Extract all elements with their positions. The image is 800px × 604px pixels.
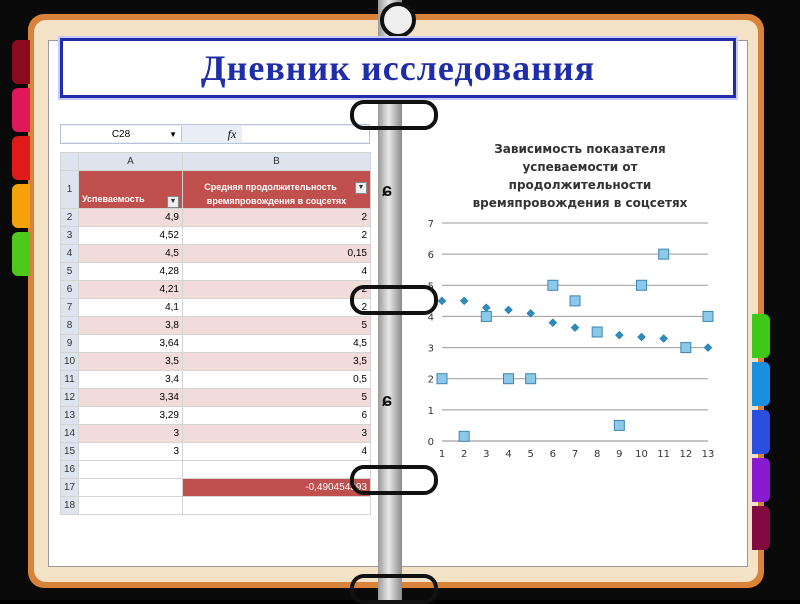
tab-blue-2[interactable]: [752, 410, 770, 454]
table-row: [61, 209, 371, 227]
x-tick-label: 13: [701, 449, 715, 460]
dropdown-arrow-icon[interactable]: ▼: [169, 129, 177, 139]
x-tick-label: 7: [571, 449, 579, 460]
cell-b[interactable]: 2: [183, 299, 371, 317]
y-tick-label: 5: [427, 281, 434, 293]
row-number[interactable]: 6: [61, 281, 79, 299]
table-row: [61, 227, 371, 245]
cell-b[interactable]: [183, 497, 371, 515]
cell-b[interactable]: 2: [183, 227, 371, 245]
tab-green-right[interactable]: [752, 314, 770, 358]
row-number[interactable]: 9: [61, 335, 79, 353]
cell-a[interactable]: 3: [79, 443, 183, 461]
diamond-point: [438, 297, 446, 305]
square-point: [659, 249, 669, 259]
chart-title-line: времяпровождения в соцсетях: [472, 196, 688, 210]
chart-title: [430, 140, 730, 212]
chart-title-line: успеваемости от: [522, 160, 638, 174]
row-number[interactable]: 18: [61, 497, 79, 515]
tab-pink[interactable]: [12, 88, 30, 132]
cell-a[interactable]: 3,64: [79, 335, 183, 353]
row-number[interactable]: 3: [61, 227, 79, 245]
fx-icon[interactable]: fx: [227, 126, 237, 141]
table-row: [61, 263, 371, 281]
table-row: [61, 317, 371, 335]
data-table: [60, 152, 371, 515]
table-row: [61, 299, 371, 317]
table-row: [61, 353, 371, 371]
row-number[interactable]: 5: [61, 263, 79, 281]
square-point: [681, 343, 691, 353]
x-tick-label: 12: [679, 449, 693, 460]
cell-a[interactable]: 4,5: [79, 245, 183, 263]
y-tick-label: 1: [427, 405, 434, 417]
x-tick-label: 8: [593, 449, 601, 460]
filter-icon[interactable]: ▼: [355, 182, 367, 194]
row-number[interactable]: 8: [61, 317, 79, 335]
table-row: [61, 371, 371, 389]
cell-b[interactable]: -0,490454393: [183, 479, 371, 497]
cell-a[interactable]: 3,5: [79, 353, 183, 371]
page-title: Дневник исследования: [200, 48, 596, 88]
tab-green-left[interactable]: [12, 232, 30, 276]
cell-reference: C28: [111, 128, 131, 140]
binder-hook-icon: ɕ: [382, 390, 393, 410]
column-header-row: [61, 153, 371, 171]
x-tick-label: 10: [635, 449, 648, 460]
table-row: [61, 245, 371, 263]
y-tick-label: 6: [427, 250, 434, 262]
cell-a[interactable]: 4,1: [79, 299, 183, 317]
y-tick-label: 2: [427, 374, 434, 386]
cell-b[interactable]: 3: [183, 425, 371, 443]
column-header-a[interactable]: A: [79, 153, 183, 171]
cell-b[interactable]: 2: [183, 281, 371, 299]
cell-b[interactable]: 4,5: [183, 335, 371, 353]
cell-a[interactable]: 4,21: [79, 281, 183, 299]
cell-b[interactable]: [183, 461, 371, 479]
binder-ring: [350, 285, 438, 315]
row-number[interactable]: 11: [61, 371, 79, 389]
header-a-label: Успеваемость: [82, 194, 145, 204]
x-tick-label: 3: [483, 449, 490, 460]
cell-a[interactable]: 3,34: [79, 389, 183, 407]
cell-a[interactable]: [79, 479, 183, 497]
x-tick-label: 5: [527, 449, 534, 460]
diamond-point: [704, 344, 712, 352]
binder-ring-top: [380, 2, 416, 38]
y-tick-label: 4: [427, 312, 434, 324]
cell-a[interactable]: 3,29: [79, 407, 183, 425]
binder-hook-icon: ɕ: [382, 180, 393, 200]
table-row: [61, 335, 371, 353]
diamond-point: [460, 297, 468, 305]
formula-input[interactable]: [242, 126, 369, 142]
row-number[interactable]: 16: [61, 461, 79, 479]
square-point: [614, 420, 624, 430]
diamond-point: [638, 333, 646, 341]
header-b-label: Средняя продолжительность времяпровождения в соцсетях: [204, 182, 347, 206]
row-number[interactable]: 2: [61, 209, 79, 227]
formula-bar: [60, 124, 370, 144]
cell-a[interactable]: 3: [79, 425, 183, 443]
row-number[interactable]: 17: [61, 479, 79, 497]
cell-a[interactable]: 4,52: [79, 227, 183, 245]
chart-title-line: Зависимость показателя: [494, 142, 666, 156]
diamond-point: [571, 324, 579, 332]
tab-maroon[interactable]: [752, 506, 770, 550]
table-row: [61, 461, 371, 479]
cell-a[interactable]: 3,4: [79, 371, 183, 389]
cell-b[interactable]: 2: [183, 209, 371, 227]
filter-icon[interactable]: ▼: [167, 196, 179, 208]
square-point: [703, 311, 713, 321]
x-tick-label: 9: [616, 449, 623, 460]
column-header-b[interactable]: B: [183, 153, 371, 171]
cell-a[interactable]: 4,9: [79, 209, 183, 227]
x-tick-label: 6: [549, 449, 557, 460]
cell-b[interactable]: 0,15: [183, 245, 371, 263]
diamond-point: [549, 319, 557, 327]
table-row: [61, 171, 371, 209]
row-number[interactable]: 12: [61, 389, 79, 407]
square-point: [504, 374, 514, 384]
cell-a[interactable]: [79, 497, 183, 515]
select-all-corner[interactable]: [61, 153, 79, 171]
diamond-point: [505, 306, 513, 314]
square-point: [570, 296, 580, 306]
name-box[interactable]: [61, 126, 182, 142]
cell-a[interactable]: [79, 461, 183, 479]
row-number[interactable]: 13: [61, 407, 79, 425]
diamond-point: [482, 304, 490, 312]
y-tick-label: 7: [427, 219, 434, 230]
chart-title-line: продолжительности: [508, 178, 652, 192]
binder-ring: [350, 100, 438, 130]
table-row: [61, 479, 371, 497]
table-row: [61, 443, 371, 461]
row-number[interactable]: 4: [61, 245, 79, 263]
x-tick-label: 4: [505, 449, 512, 460]
tab-orange[interactable]: [12, 184, 30, 228]
cell-b[interactable]: 5: [183, 317, 371, 335]
tab-red-2[interactable]: [12, 136, 30, 180]
diamond-point: [615, 331, 623, 339]
cell-b[interactable]: 0,5: [183, 371, 371, 389]
table-row: [61, 281, 371, 299]
table-row: [61, 497, 371, 515]
row-number[interactable]: 14: [61, 425, 79, 443]
tab-purple[interactable]: [752, 458, 770, 502]
y-tick-label: 0: [427, 437, 434, 448]
table-row: [61, 389, 371, 407]
square-point: [548, 280, 558, 290]
header-cell-b[interactable]: [183, 171, 371, 209]
square-point: [592, 327, 602, 337]
row-number[interactable]: 15: [61, 443, 79, 461]
tab-red-1[interactable]: [12, 40, 30, 84]
title-banner: [60, 38, 736, 98]
header-cell-a[interactable]: [79, 171, 183, 209]
table-row: [61, 407, 371, 425]
x-tick-label: 1: [438, 449, 446, 460]
scatter-chart: [420, 215, 720, 465]
cell-b[interactable]: 6: [183, 407, 371, 425]
x-tick-label: 2: [460, 449, 468, 460]
square-point: [437, 374, 447, 384]
cell-b[interactable]: 4: [183, 263, 371, 281]
cell-b[interactable]: 4: [183, 443, 371, 461]
cell-a[interactable]: 3,8: [79, 317, 183, 335]
x-tick-label: 11: [657, 449, 671, 460]
square-point: [481, 311, 491, 321]
diamond-point: [660, 335, 668, 343]
spreadsheet: [60, 124, 370, 524]
row-number[interactable]: 1: [61, 171, 79, 209]
cell-a[interactable]: 4,28: [79, 263, 183, 281]
square-point: [459, 431, 469, 441]
cell-b[interactable]: 3,5: [183, 353, 371, 371]
square-point: [637, 280, 647, 290]
tab-blue-1[interactable]: [752, 362, 770, 406]
row-number[interactable]: 7: [61, 299, 79, 317]
binder-ring: [350, 465, 438, 495]
cell-b[interactable]: 5: [183, 389, 371, 407]
square-point: [526, 374, 536, 384]
row-number[interactable]: 10: [61, 353, 79, 371]
y-tick-label: 3: [427, 343, 434, 355]
table-row: [61, 425, 371, 443]
